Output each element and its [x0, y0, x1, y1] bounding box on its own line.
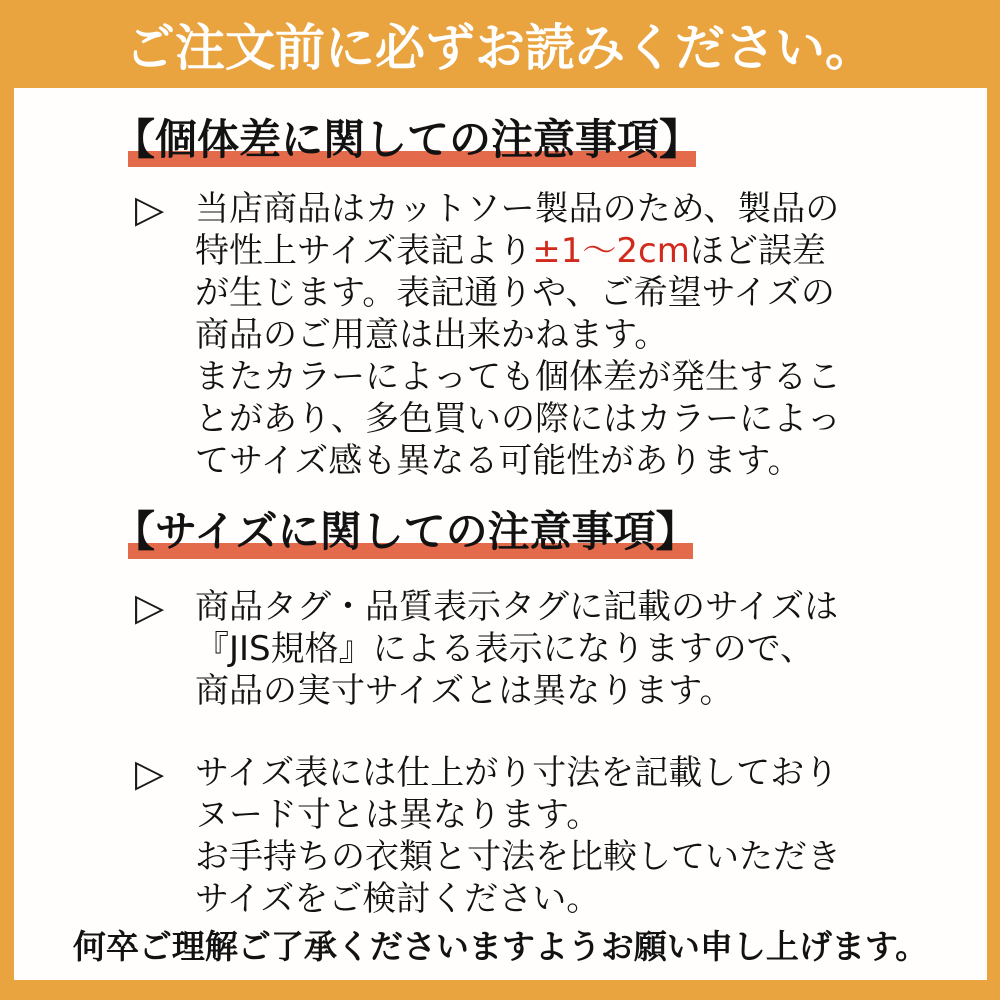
top-banner	[0, 0, 1000, 88]
tolerance-value-highlight: ±1〜2cm	[532, 231, 690, 271]
text-line: 商品タグ・品質表示タグに記載のサイズは	[195, 587, 839, 627]
text-segment: ほど誤差	[689, 231, 826, 271]
text-line: 商品の実寸サイズとは異なります。	[195, 671, 734, 711]
heading-individual-difference	[113, 114, 701, 166]
triangle-bullet-icon: ▷	[135, 751, 165, 795]
text-segment: 特性上サイズ表記より	[195, 231, 533, 271]
bullet-text-block	[195, 188, 841, 482]
bullet-text-block	[195, 752, 841, 920]
heading-size	[113, 506, 698, 558]
triangle-bullet-icon: ▷	[135, 585, 165, 629]
text-line: とがあり、多色買いの際にはカラーによっ	[195, 399, 841, 439]
text-line: サイズ表には仕上がり寸法を記載しており	[195, 753, 839, 793]
text-line: お手持ちの衣類と寸法を比較していただき	[195, 837, 841, 877]
top-banner-text: ご注文前に必ずお読みください。	[125, 19, 875, 77]
text-line: 当店商品はカットソー製品のため、製品の	[195, 189, 840, 229]
text-line: てサイズ感も異なる可能性があります。	[195, 441, 802, 481]
text-line: ヌード寸とは異なります。	[195, 795, 601, 835]
triangle-bullet-icon: ▷	[135, 187, 165, 231]
text-line: 『JIS規格』による表示になりますので、	[195, 629, 814, 669]
bullet-text-block	[195, 586, 838, 712]
bullet-item-individual-difference	[135, 188, 987, 482]
footer-text: 何卒ご理解ご了承くださいますようお願い申し上げます。	[72, 927, 929, 966]
bullet-item-size-chart	[135, 752, 987, 920]
footer-note	[14, 921, 987, 968]
text-line: が生じます。表記通りや、ご希望サイズの	[195, 273, 835, 313]
heading-text: 【個体差に関しての注意事項】	[113, 115, 702, 164]
heading-text: 【サイズに関しての注意事項】	[113, 507, 698, 556]
content-area	[14, 88, 987, 980]
bullet-item-size-tag	[135, 586, 987, 712]
text-line: またカラーによっても個体差が発生するこ	[195, 357, 841, 397]
text-line: サイズをご検討ください。	[195, 879, 601, 919]
text-line: 商品のご用意は出来かねます。	[195, 315, 669, 355]
text-line	[195, 230, 841, 272]
